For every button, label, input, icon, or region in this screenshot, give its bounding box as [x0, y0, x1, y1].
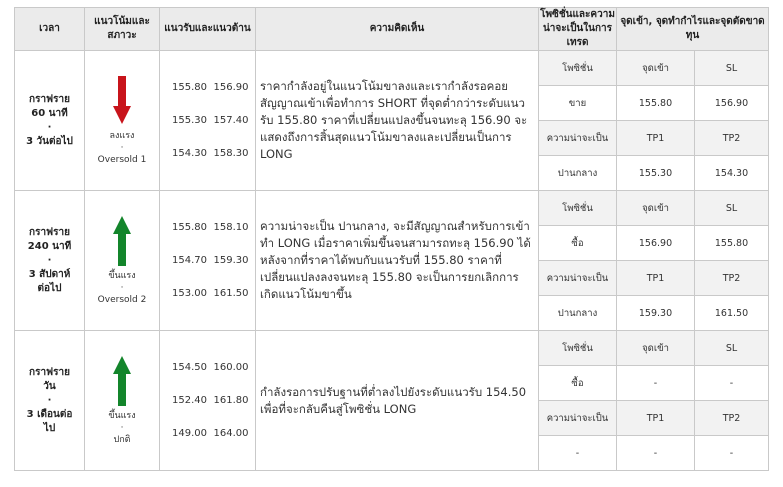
- time-dot: ·: [47, 121, 52, 133]
- support-value: 154.30: [172, 148, 207, 159]
- tp2-label: TP2: [695, 121, 769, 156]
- resistance-value: 157.40: [213, 115, 249, 126]
- tp1-value: -: [617, 436, 695, 471]
- time-line: ต่อไป: [37, 282, 62, 294]
- tp2-value: -: [695, 436, 769, 471]
- trend-label: ลงแรง: [109, 130, 135, 141]
- sl-label: SL: [695, 51, 769, 86]
- trend-label: ขึ้นแรง: [108, 410, 136, 421]
- position-label: โพซิชั่น: [539, 51, 617, 86]
- resistance-value: 159.30: [213, 255, 249, 266]
- tp2-value: 161.50: [695, 296, 769, 331]
- sl-value: 155.80: [695, 226, 769, 261]
- table-row: [15, 331, 769, 366]
- support-value: 155.80: [172, 82, 207, 93]
- levels-cell: [160, 191, 256, 331]
- entry-value: 156.90: [617, 226, 695, 261]
- resistance-value: 158.10: [213, 222, 249, 233]
- resistance-value: 158.30: [213, 148, 249, 159]
- arrow-up-icon: [113, 356, 131, 406]
- time-line: 60 นาที: [31, 107, 68, 119]
- probability-value: ปานกลาง: [539, 296, 617, 331]
- probability-value: -: [539, 436, 617, 471]
- sl-value: -: [695, 366, 769, 401]
- levels-cell: [160, 331, 256, 471]
- probability-label: ความน่าจะเป็น: [539, 261, 617, 296]
- trend-state: ปกติ: [113, 434, 131, 445]
- tp2-value: 154.30: [695, 156, 769, 191]
- tp1-value: 159.30: [617, 296, 695, 331]
- table-row: [15, 51, 769, 86]
- header-levels: แนวรับและแนวต้าน: [160, 8, 256, 51]
- time-dot: ·: [47, 254, 52, 266]
- entry-value: -: [617, 366, 695, 401]
- trend-dot: ·: [120, 422, 124, 433]
- time-cell: [15, 191, 85, 331]
- support-value: 149.00: [172, 428, 207, 439]
- header-time: เวลา: [15, 8, 85, 51]
- entry-label: จุดเข้า: [617, 51, 695, 86]
- support-value: 155.80: [172, 222, 207, 233]
- trend-state: Oversold 2: [97, 294, 147, 305]
- comment-cell: [256, 191, 539, 331]
- position-value: ซื้อ: [539, 366, 617, 401]
- comment-cell: [256, 51, 539, 191]
- comment-text: ความน่าจะเป็น ปานกลาง, จะมีสัญญาณสำหรับการเข้าทำ LONG เมื่อราคาเพิ่มขึ้นจนสามารถทะลุ 156.90 ได้หลังจากที่ราคาได้พบกับแนวรับที่ 155.80 ราคาที่เปลี่ยนแปลงลงจนทะลุ 155.80 จะเป็นการยกเลิกการเกิดแนวโน้มขาขึ้น: [260, 219, 531, 301]
- tp2-label: TP2: [695, 401, 769, 436]
- resistance-value: 156.90: [213, 82, 249, 93]
- trend-cell: [85, 51, 160, 191]
- level-row: [160, 351, 255, 384]
- tp2-label: TP2: [695, 261, 769, 296]
- tp1-label: TP1: [617, 121, 695, 156]
- trend-dot: ·: [120, 142, 124, 153]
- probability-value: ปานกลาง: [539, 156, 617, 191]
- header-position: โพซิชั่นและความน่าจะเป็นในการเทรด: [539, 8, 617, 51]
- time-cell: [15, 331, 85, 471]
- tp1-label: TP1: [617, 401, 695, 436]
- entry-label: จุดเข้า: [617, 331, 695, 366]
- level-row: [160, 71, 255, 104]
- trend-state: Oversold 1: [97, 154, 147, 165]
- trend-cell: [85, 191, 160, 331]
- time-line: 3 สัปดาห์: [28, 268, 71, 280]
- header-trend: แนวโน้มและสภาวะ: [85, 8, 160, 51]
- position-value: ซื้อ: [539, 226, 617, 261]
- header-comment: ความคิดเห็น: [256, 8, 539, 51]
- time-line: กราฟราย: [29, 226, 70, 238]
- time-line: 3 วันต่อไป: [26, 135, 73, 147]
- entry-label: จุดเข้า: [617, 191, 695, 226]
- level-row: [160, 417, 255, 450]
- resistance-value: 161.80: [213, 395, 249, 406]
- arrow-down-icon: [113, 76, 131, 126]
- comment-text: ราคากำลังอยู่ในแนวโน้มขาลงและเรากำลังรอคอยสัญญาณเข้าเพื่อทำการ SHORT ที่จุดต่ำกว่าระดับแนวรับ 155.80 ราคาที่เปลี่ยนแปลงขึ้นจนทะลุ 156.90 จะแสดงถึงการสิ้นสุดแนวโน้มขาลงและเปลี่ยนเป็นการ LONG: [260, 79, 528, 161]
- level-row: [160, 277, 255, 310]
- support-value: 153.00: [172, 288, 207, 299]
- sl-label: SL: [695, 191, 769, 226]
- trend-dot: ·: [120, 282, 124, 293]
- sl-value: 156.90: [695, 86, 769, 121]
- time-dot: ·: [47, 394, 52, 406]
- time-line: ไป: [43, 422, 56, 434]
- support-value: 154.70: [172, 255, 207, 266]
- comment-cell: [256, 331, 539, 471]
- support-value: 152.40: [172, 395, 207, 406]
- sl-label: SL: [695, 331, 769, 366]
- support-value: 154.50: [172, 362, 207, 373]
- trend-cell: [85, 331, 160, 471]
- resistance-value: 161.50: [213, 288, 249, 299]
- table-row: [15, 191, 769, 226]
- probability-label: ความน่าจะเป็น: [539, 121, 617, 156]
- header-row: [15, 8, 769, 51]
- probability-label: ความน่าจะเป็น: [539, 401, 617, 436]
- tp1-value: 155.30: [617, 156, 695, 191]
- time-cell: [15, 51, 85, 191]
- support-value: 155.30: [172, 115, 207, 126]
- time-line: 240 นาที: [27, 240, 72, 252]
- level-row: [160, 384, 255, 417]
- resistance-value: 164.00: [213, 428, 249, 439]
- trend-label: ขึ้นแรง: [108, 270, 136, 281]
- resistance-value: 160.00: [213, 362, 249, 373]
- time-line: กราฟราย: [29, 93, 70, 105]
- forecast-table: [14, 7, 769, 471]
- position-label: โพซิชั่น: [539, 191, 617, 226]
- arrow-up-icon: [113, 216, 131, 266]
- entry-value: 155.80: [617, 86, 695, 121]
- time-line: 3 เดือนต่อ: [26, 408, 73, 420]
- level-row: [160, 137, 255, 170]
- header-targets: จุดเข้า, จุดทำกำไรและจุดตัดขาดทุน: [617, 8, 769, 51]
- time-line: วัน: [43, 380, 56, 392]
- level-row: [160, 244, 255, 277]
- comment-text: กำลังรอการปรับฐานที่ต่ำลงไปยังระดับแนวรับ 154.50 เพื่อที่จะกลับคืนสู่โพซิชั่น LONG: [260, 384, 527, 416]
- position-label: โพซิชั่น: [539, 331, 617, 366]
- levels-cell: [160, 51, 256, 191]
- tp1-label: TP1: [617, 261, 695, 296]
- level-row: [160, 104, 255, 137]
- level-row: [160, 211, 255, 244]
- position-value: ขาย: [539, 86, 617, 121]
- time-line: กราฟราย: [29, 366, 70, 378]
